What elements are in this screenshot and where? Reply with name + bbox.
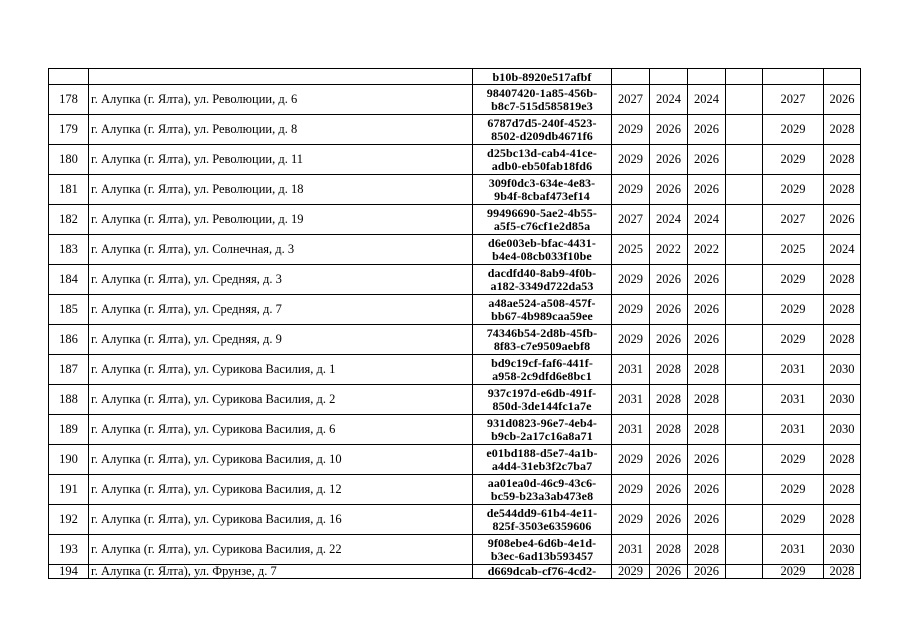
- year-cell-y6: 2028: [824, 475, 861, 505]
- address-cell: г. Алупка (г. Ялта), ул. Сурикова Василия, д. 10: [89, 445, 473, 475]
- guid-cell: [473, 295, 612, 325]
- table-row-partial-bottom: [49, 565, 861, 579]
- year-cell-y4: [726, 115, 763, 145]
- year-cell-y4: [726, 145, 763, 175]
- year-cell-y3: 2026: [688, 175, 726, 205]
- year-cell-y3: 2024: [688, 85, 726, 115]
- address-cell: г. Алупка (г. Ялта), ул. Солнечная, д. 3: [89, 235, 473, 265]
- row-number-cell: 187: [49, 355, 89, 385]
- year-cell-y3: 2024: [688, 205, 726, 235]
- year-cell-y1: 2031: [612, 535, 650, 565]
- year-cell-y6: 2028: [824, 325, 861, 355]
- year-cell-y4: [726, 385, 763, 415]
- year-cell-y2: 2026: [650, 445, 688, 475]
- row-number-cell: [49, 69, 89, 85]
- row-number-cell: 185: [49, 295, 89, 325]
- year-cell-y3: 2026: [688, 505, 726, 535]
- row-number-cell: 186: [49, 325, 89, 355]
- year-cell-y5: 2027: [763, 205, 824, 235]
- address-cell: г. Алупка (г. Ялта), ул. Сурикова Василия, д. 22: [89, 535, 473, 565]
- year-cell-y4: [726, 85, 763, 115]
- address-cell: г. Алупка (г. Ялта), ул. Средняя, д. 3: [89, 265, 473, 295]
- year-cell-y1: 2029: [612, 175, 650, 205]
- year-cell-y4: [726, 235, 763, 265]
- year-cell-y1: 2029: [612, 475, 650, 505]
- guid-cell: [473, 145, 612, 175]
- table-row: [49, 175, 861, 205]
- guid-line-2: bc59-b23a3ab473e8: [490, 488, 594, 503]
- address-cell: г. Алупка (г. Ялта), ул. Сурикова Василия, д. 12: [89, 475, 473, 505]
- table-row: [49, 325, 861, 355]
- guid-cell: d669dcab-cf76-4cd2-: [473, 565, 612, 579]
- year-cell-y1: 2029: [612, 145, 650, 175]
- table-row: [49, 475, 861, 505]
- year-cell-y3: 2026: [688, 115, 726, 145]
- year-cell-y4: [726, 535, 763, 565]
- year-cell-y5: 2031: [763, 535, 824, 565]
- year-cell-y1: 2029: [612, 295, 650, 325]
- table-row-partial-top: [49, 69, 861, 85]
- address-cell: г. Алупка (г. Ялта), ул. Сурикова Василия, д. 16: [89, 505, 473, 535]
- year-cell-y4: [726, 205, 763, 235]
- guid-line-2: 9b4f-8cbaf473ef14: [494, 188, 590, 203]
- year-cell-y3: 2028: [688, 415, 726, 445]
- year-cell-y6: 2030: [824, 535, 861, 565]
- year-cell-y1: 2029: [612, 445, 650, 475]
- table-row: [49, 415, 861, 445]
- guid-line-1: 9f08ebe4-6d6b-4e1d-: [487, 535, 597, 550]
- year-cell-y5: 2029: [763, 325, 824, 355]
- year-cell: [824, 69, 861, 85]
- guid-cell: [473, 115, 612, 145]
- guid-cell: b10b-8920e517afbf: [473, 69, 612, 85]
- year-cell-y2: 2022: [650, 235, 688, 265]
- guid-line-1: d25bc13d-cab4-41ce-: [487, 145, 597, 160]
- year-cell-y4: [726, 505, 763, 535]
- address-cell: г. Алупка (г. Ялта), ул. Сурикова Василия, д. 2: [89, 385, 473, 415]
- guid-cell: [473, 235, 612, 265]
- year-cell-y6: 2028: [824, 175, 861, 205]
- year-cell-y1: 2027: [612, 85, 650, 115]
- year-cell-y6: 2028: [824, 505, 861, 535]
- year-cell-y3: 2028: [688, 535, 726, 565]
- row-number-cell: 179: [49, 115, 89, 145]
- year-cell-y6: 2028: [824, 295, 861, 325]
- year-cell-y4: [726, 175, 763, 205]
- guid-line-1: de544dd9-61b4-4e11-: [486, 505, 598, 520]
- year-cell-y6: 2028: [824, 445, 861, 475]
- guid-line-2: b8c7-515d585819e3: [491, 98, 593, 113]
- year-cell-y2: 2024: [650, 85, 688, 115]
- year-cell-y2: 2026: [650, 475, 688, 505]
- table-row: [49, 235, 861, 265]
- year-cell-y4: [726, 475, 763, 505]
- row-number-cell: 180: [49, 145, 89, 175]
- address-cell: г. Алупка (г. Ялта), ул. Революции, д. 19: [89, 205, 473, 235]
- year-cell-y2: 2024: [650, 205, 688, 235]
- row-number-cell: 192: [49, 505, 89, 535]
- year-cell-y2: 2028: [650, 385, 688, 415]
- guid-cell: [473, 85, 612, 115]
- guid-cell: [473, 475, 612, 505]
- table-row: [49, 265, 861, 295]
- year-cell-y5: 2029: [763, 175, 824, 205]
- year-cell-y5: 2025: [763, 235, 824, 265]
- guid-line-2: a5f5-c76cf1e2d85a: [493, 218, 591, 233]
- year-cell-y5: 2029: [763, 475, 824, 505]
- year-cell-y4: [726, 445, 763, 475]
- address-cell: г. Алупка (г. Ялта), ул. Сурикова Василия, д. 6: [89, 415, 473, 445]
- address-cell: г. Алупка (г. Ялта), ул. Революции, д. 11: [89, 145, 473, 175]
- guid-cell: [473, 205, 612, 235]
- year-cell: [612, 69, 650, 85]
- year-cell-y5: 2027: [763, 85, 824, 115]
- table-row: [49, 385, 861, 415]
- guid-line-2: 825f-3503e6359606: [492, 518, 592, 533]
- table-row: [49, 535, 861, 565]
- guid-cell: [473, 175, 612, 205]
- year-cell-y1: 2031: [612, 415, 650, 445]
- table-row: [49, 115, 861, 145]
- year-cell-y6: 2030: [824, 415, 861, 445]
- year-cell-y3: 2026: [688, 145, 726, 175]
- year-cell-y2: 2028: [650, 355, 688, 385]
- year-cell-y1: 2029: [612, 565, 650, 579]
- row-number-cell: 189: [49, 415, 89, 445]
- year-cell-y4: [726, 295, 763, 325]
- year-cell-y5: 2031: [763, 415, 824, 445]
- guid-cell: [473, 325, 612, 355]
- table-row: [49, 85, 861, 115]
- year-cell-y4: [726, 415, 763, 445]
- year-cell-y2: 2028: [650, 535, 688, 565]
- address-cell: г. Алупка (г. Ялта), ул. Средняя, д. 7: [89, 295, 473, 325]
- guid-line-1: 931d0823-96e7-4eb4-: [487, 415, 597, 430]
- guid-line-2: b4e4-08cb033f10be: [492, 248, 592, 263]
- guid-line-1: dacdfd40-8ab9-4f0b-: [487, 265, 597, 280]
- guid-line-2: a182-3349d722da53: [490, 278, 594, 293]
- year-cell-y2: 2026: [650, 115, 688, 145]
- year-cell-y2: 2026: [650, 325, 688, 355]
- year-cell-y3: 2028: [688, 385, 726, 415]
- guid-line-1: d6e003eb-bfac-4431-: [488, 235, 596, 250]
- year-cell-y6: 2028: [824, 265, 861, 295]
- year-cell-y2: 2026: [650, 565, 688, 579]
- guid-line-1: 309f0dc3-634e-4e83-: [488, 175, 596, 190]
- table-row: [49, 295, 861, 325]
- year-cell-y2: 2026: [650, 265, 688, 295]
- year-cell-y5: 2029: [763, 565, 824, 579]
- year-cell: [763, 69, 824, 85]
- table-row: [49, 505, 861, 535]
- year-cell-y2: 2026: [650, 295, 688, 325]
- row-number-cell: 178: [49, 85, 89, 115]
- year-cell-y1: 2027: [612, 205, 650, 235]
- address-cell: г. Алупка (г. Ялта), ул. Сурикова Василия, д. 1: [89, 355, 473, 385]
- year-cell-y6: 2030: [824, 355, 861, 385]
- table-row: [49, 145, 861, 175]
- year-cell-y3: 2026: [688, 565, 726, 579]
- year-cell-y3: 2028: [688, 355, 726, 385]
- guid-line-2: b3ec-6ad13b593457: [490, 548, 594, 563]
- row-number-cell: 190: [49, 445, 89, 475]
- year-cell-y5: 2029: [763, 265, 824, 295]
- address-cell: г. Алупка (г. Ялта), ул. Средняя, д. 9: [89, 325, 473, 355]
- guid-line-1: 99496690-5ae2-4b55-: [487, 205, 597, 220]
- address-cell: г. Алупка (г. Ялта), ул. Революции, д. 8: [89, 115, 473, 145]
- guid-cell: [473, 445, 612, 475]
- housing-registry-table: [48, 68, 861, 579]
- guid-line-1: aa01ea0d-46c9-43c6-: [487, 475, 597, 490]
- row-number-cell: 193: [49, 535, 89, 565]
- row-number-cell: 183: [49, 235, 89, 265]
- guid-line-2: a958-2c9dfd6e8bc1: [492, 368, 592, 383]
- year-cell: [726, 69, 763, 85]
- year-cell-y6: 2030: [824, 385, 861, 415]
- address-cell: [89, 69, 473, 85]
- year-cell-y5: 2029: [763, 115, 824, 145]
- guid-line-1: 6787d7d5-240f-4523-: [487, 115, 597, 130]
- year-cell-y5: 2029: [763, 295, 824, 325]
- guid-line-1: bd9c19cf-faf6-441f-: [491, 355, 593, 370]
- year-cell-y3: 2026: [688, 265, 726, 295]
- row-number-cell: 181: [49, 175, 89, 205]
- year-cell-y6: 2026: [824, 85, 861, 115]
- year-cell: [650, 69, 688, 85]
- year-cell-y4: [726, 265, 763, 295]
- guid-line-2: bb67-4b989caa59ee: [491, 308, 593, 323]
- table-row: [49, 445, 861, 475]
- year-cell-y1: 2031: [612, 355, 650, 385]
- year-cell-y2: 2028: [650, 415, 688, 445]
- table-row: [49, 355, 861, 385]
- year-cell-y6: 2028: [824, 145, 861, 175]
- year-cell-y4: [726, 355, 763, 385]
- table-row: [49, 205, 861, 235]
- year-cell-y6: 2028: [824, 115, 861, 145]
- year-cell-y1: 2025: [612, 235, 650, 265]
- year-cell-y6: 2026: [824, 205, 861, 235]
- year-cell-y3: 2022: [688, 235, 726, 265]
- year-cell-y1: 2029: [612, 325, 650, 355]
- year-cell-y1: 2029: [612, 505, 650, 535]
- address-cell: г. Алупка (г. Ялта), ул. Революции, д. 18: [89, 175, 473, 205]
- table-body: [49, 69, 861, 579]
- row-number-cell: 191: [49, 475, 89, 505]
- year-cell-y3: 2026: [688, 475, 726, 505]
- guid-line-2: b9cb-2a17c16a8a71: [491, 428, 593, 443]
- guid-line-1: 74346b54-2d8b-45fb-: [486, 325, 598, 340]
- guid-line-2: a4d4-31eb3f2c7ba7: [491, 458, 593, 473]
- guid-cell: [473, 265, 612, 295]
- year-cell-y5: 2029: [763, 445, 824, 475]
- year-cell-y3: 2026: [688, 295, 726, 325]
- year-cell-y3: 2026: [688, 325, 726, 355]
- row-number-cell: 188: [49, 385, 89, 415]
- row-number-cell: 194: [49, 565, 89, 579]
- year-cell-y5: 2031: [763, 355, 824, 385]
- guid-line-1: a48ae524-a508-457f-: [488, 295, 596, 310]
- year-cell-y5: 2031: [763, 385, 824, 415]
- address-cell: г. Алупка (г. Ялта), ул. Революции, д. 6: [89, 85, 473, 115]
- year-cell-y4: [726, 325, 763, 355]
- year-cell-y5: 2029: [763, 505, 824, 535]
- guid-cell: [473, 415, 612, 445]
- year-cell-y1: 2029: [612, 115, 650, 145]
- year-cell-y2: 2026: [650, 505, 688, 535]
- year-cell-y6: 2024: [824, 235, 861, 265]
- guid-line-1: 937c197d-e6db-491f-: [487, 385, 597, 400]
- row-number-cell: 182: [49, 205, 89, 235]
- guid-line-1: e01bd188-d5e7-4a1b-: [486, 445, 598, 460]
- year-cell-y1: 2029: [612, 265, 650, 295]
- guid-line-2: 850d-3de144fc1a7e: [492, 398, 592, 413]
- address-cell: г. Алупка (г. Ялта), ул. Фрунзе, д. 7: [89, 565, 473, 579]
- year-cell-y5: 2029: [763, 145, 824, 175]
- year-cell-y4: [726, 565, 763, 579]
- guid-line-1: 98407420-1a85-456b-: [486, 85, 598, 100]
- year-cell: [688, 69, 726, 85]
- year-cell-y2: 2026: [650, 175, 688, 205]
- guid-cell: [473, 355, 612, 385]
- guid-cell: [473, 505, 612, 535]
- year-cell-y3: 2026: [688, 445, 726, 475]
- year-cell-y6: 2028: [824, 565, 861, 579]
- year-cell-y2: 2026: [650, 145, 688, 175]
- guid-line-2: 8f83-c7e9509aebf8: [493, 338, 591, 353]
- guid-line-2: adb0-eb50fab18fd6: [491, 158, 593, 173]
- guid-line-2: 8502-d209db4671f6: [491, 128, 593, 143]
- guid-cell: [473, 385, 612, 415]
- row-number-cell: 184: [49, 265, 89, 295]
- guid-cell: [473, 535, 612, 565]
- year-cell-y1: 2031: [612, 385, 650, 415]
